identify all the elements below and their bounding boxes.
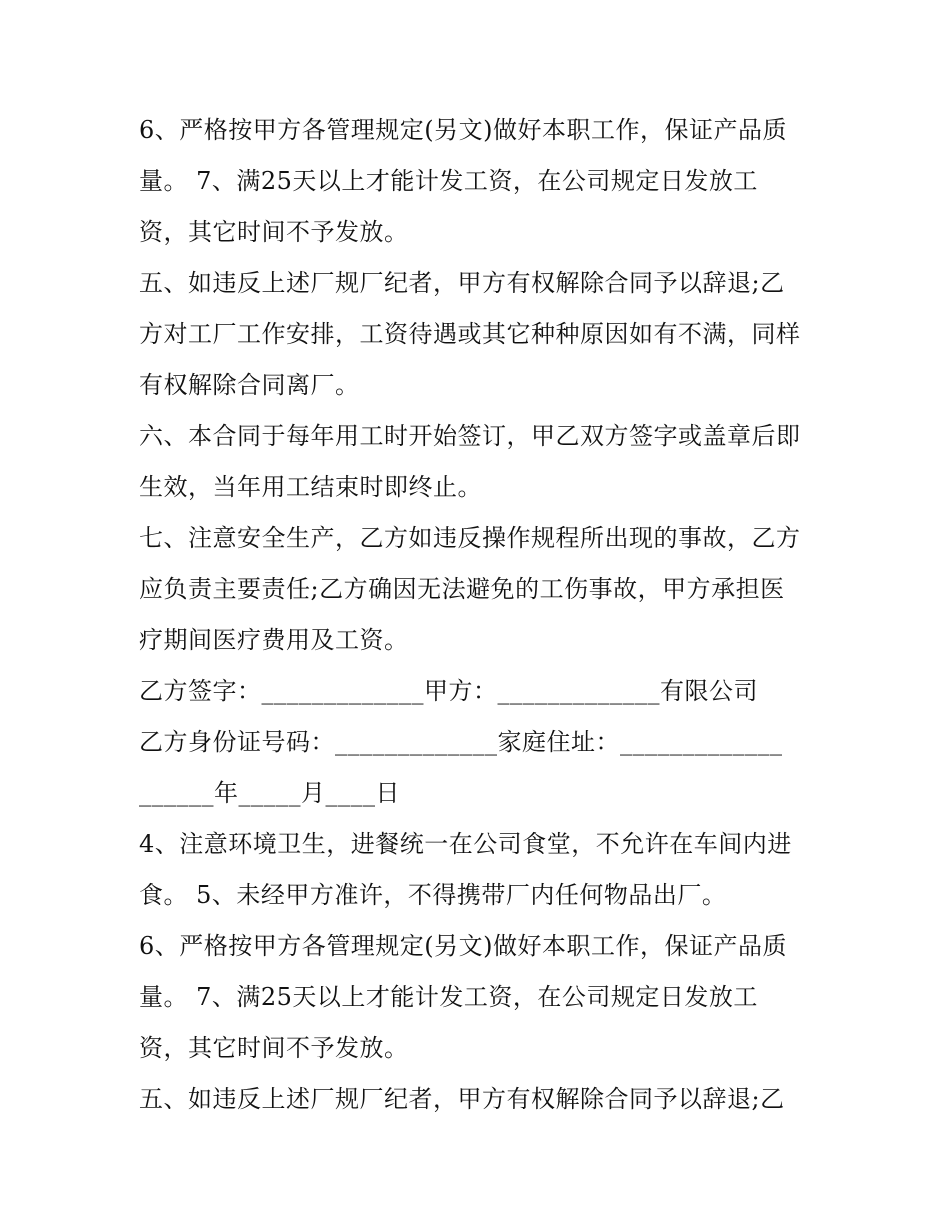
- document-body: [139, 105, 819, 1125]
- date-line: ______年_____月____日: [139, 779, 400, 807]
- text-line: 方对工厂工作安排，工资待遇或其它种种原因如有不满，同样: [139, 320, 801, 348]
- text-line: 资，其它时间不予发放。: [139, 218, 409, 246]
- text-line: 有权解除合同离厂。: [139, 371, 360, 399]
- text-line: 资，其它时间不予发放。: [139, 1034, 409, 1062]
- id-address-line: 乙方身份证号码：_____________家庭住址：_____________: [139, 728, 783, 756]
- text-line: 五、如违反上述厂规厂纪者，甲方有权解除合同予以辞退;乙: [139, 269, 785, 297]
- text-line: 六、本合同于每年用工时开始签订，甲乙双方签字或盖章后即: [139, 422, 801, 450]
- text-line: 6、严格按甲方各管理规定(另文)做好本职工作，保证产品质: [139, 932, 787, 960]
- text-line: 应负责主要责任;乙方确因无法避免的工伤事故，甲方承担医: [139, 575, 785, 603]
- text-line: 疗期间医疗费用及工资。: [139, 626, 409, 654]
- text-line: 4、注意环境卫生，进餐统一在公司食堂，不允许在车间内进: [139, 830, 792, 858]
- text-line: 生效，当年用工结束时即终止。: [139, 473, 482, 501]
- text-line: 食。 5、未经甲方准许，不得携带厂内任何物品出厂。: [139, 881, 727, 909]
- text-line: 量。 7、满25天以上才能计发工资，在公司规定日发放工: [139, 983, 758, 1011]
- text-line: 量。 7、满25天以上才能计发工资，在公司规定日发放工: [139, 167, 758, 195]
- signature-line: 乙方签字：_____________甲方：_____________有限公司: [139, 677, 758, 705]
- text-line: 五、如违反上述厂规厂纪者，甲方有权解除合同予以辞退;乙: [139, 1085, 785, 1113]
- text-line: 七、注意安全生产，乙方如违反操作规程所出现的事故，乙方: [139, 524, 801, 552]
- text-line: 6、严格按甲方各管理规定(另文)做好本职工作，保证产品质: [139, 116, 787, 144]
